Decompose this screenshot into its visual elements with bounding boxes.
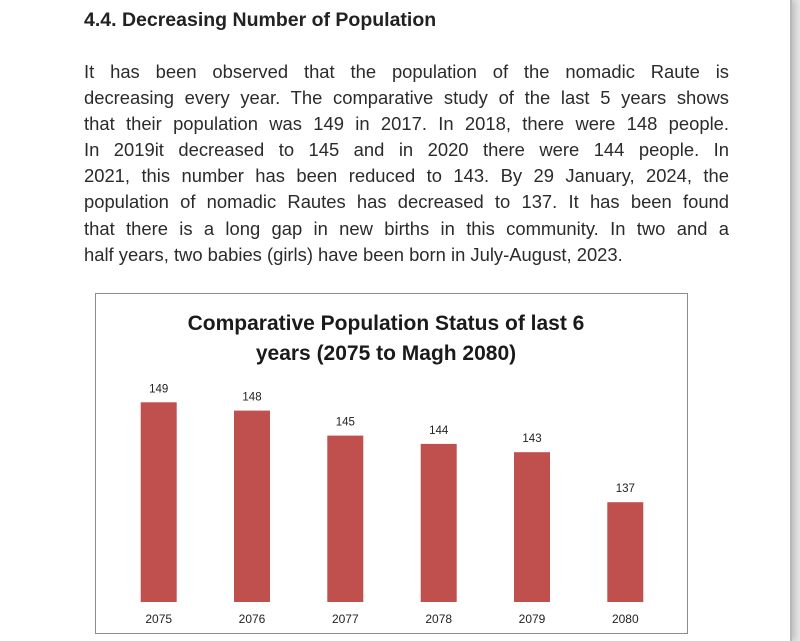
bar-2078 — [421, 444, 457, 602]
paragraph-line: population of nomadic Rautes has decreased to 137. It has been found — [84, 191, 729, 213]
data-label-2079: 143 — [522, 433, 542, 446]
data-label-2077: 145 — [335, 416, 355, 429]
paragraph-line: 2021, this number has been reduced to 143. By 29 January, 2024, the — [84, 165, 729, 187]
paragraph-line: half years, two babies (girls) have been born in July-August, 2023. — [84, 243, 623, 265]
x-tick-label-2076: 2076 — [238, 612, 266, 626]
chart-title-line-1: Comparative Population Status of last 6 — [187, 312, 585, 335]
x-tick-label-2079: 2079 — [518, 612, 546, 626]
bar-2076 — [234, 411, 270, 602]
bar-2077 — [327, 436, 363, 602]
population-chart — [95, 293, 688, 634]
paragraph-line: that their population was 149 in 2017. In 2018, there were 148 people. — [84, 113, 729, 135]
data-label-2076: 148 — [242, 391, 262, 404]
section-heading: 4.4. Decreasing Number of Population — [84, 9, 437, 31]
data-label-2078: 144 — [429, 424, 449, 437]
x-tick-label-2080: 2080 — [611, 612, 639, 626]
section-paragraph — [84, 59, 729, 268]
bar-2079 — [514, 452, 550, 602]
paragraph-line: In 2019it decreased to 145 and in 2020 there were 144 people. In — [84, 139, 729, 161]
x-tick-label-2075: 2075 — [145, 612, 173, 626]
x-tick-label-2077: 2077 — [331, 612, 359, 626]
bar-2080 — [607, 502, 643, 602]
x-tick-label-2078: 2078 — [425, 612, 453, 626]
chart-title-line-2: years (2075 to Magh 2080) — [255, 342, 517, 365]
data-label-2080: 137 — [615, 483, 635, 496]
chart-canvas — [96, 294, 687, 633]
bar-2075 — [141, 402, 177, 602]
paragraph-line: It has been observed that the population of the nomadic Raute is — [84, 61, 729, 82]
data-label-2075: 149 — [149, 383, 169, 396]
paragraph-line: that there is a long gap in new births in this community. In two and a — [84, 217, 729, 239]
bars-layer — [141, 383, 644, 626]
paragraph-line: decreasing every year. The comparative study of the last 5 years shows — [84, 87, 729, 109]
